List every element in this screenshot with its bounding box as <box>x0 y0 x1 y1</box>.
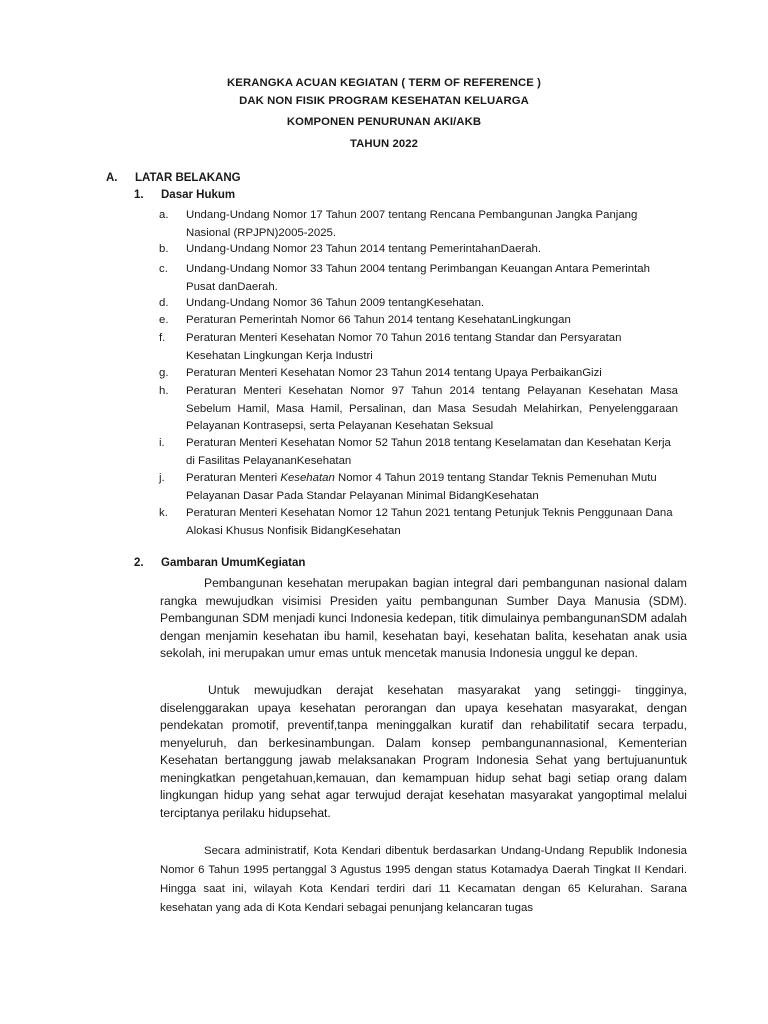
section-a-marker: A. <box>106 172 118 184</box>
paragraph: Untuk mewujudkan derajat kesehatan masyarakat yang setinggi- tingginya, diselenggarakan upaya kesehatan perorangan dan upaya kesehatan masyarakat, dengan pendekatan promotif, preventif,tanpa meninggalkan kuratif dan rehabilitatif secara terpadu, menyeluruh, dan berkesinambungan. Dalam konsep pembangunannasional, Kementerian Kesehatan bertanggung jawab melaksanakan Program Indonesia Sehat yang bertujuanuntuk meningkatkan pengetahuan,kemauan, dan kemampuan hidup sehat bagi setiap orang dalam lingkungan hidup yang sehat agar terwujud derajat kesehatan masyarakat yangoptimal melalui terciptanya perilaku hidupsehat. <box>160 683 687 820</box>
header-line-3: KOMPONEN PENURUNAN AKI/AKB <box>286 116 482 128</box>
list-item-letter: j. <box>159 472 165 484</box>
header-line-1: KERANGKA ACUAN KEGIATAN ( TERM OF REFERENCE ) <box>227 77 541 89</box>
list-item-text: Undang-Undang Nomor 23 Tahun 2014 tentang PemerintahanDaerah. <box>186 243 542 255</box>
list-item-text: Peraturan Menteri Kesehatan Nomor 97 Tahun 2014 tentang Pelayanan Kesehatan Masa Sebelum Hamil, Masa Hamil, Persalinan, dan Masa Sesudah Melahirkan, Penyelenggaraan Pelayanan Kontrasepsi, serta Pelayanan Kesehatan Seksual <box>186 385 678 432</box>
list-item-letter: b. <box>159 243 169 255</box>
list-item-letter: i. <box>159 437 165 449</box>
paragraph: Pembangunan kesehatan merupakan bagian integral dari pembangunan nasional dalam rangka mewujudkan visimisi Presiden yaitu pembangunan Sumber Daya Manusia (SDM). Pembangunan SDM menjadi kunci Indonesia kedepan, titik dimulainya pembangunanSDM adalah dengan menjamin kesehatan ibu hamil, kesehatan bayi, kesehatan balita, kesehatan anak usia sekolah, ini merupakan umur emas untuk mencetak manusia Indonesia unggul ke depan. <box>160 576 687 660</box>
subsection-2-marker: 2. <box>134 557 144 569</box>
list-item-letter: a. <box>159 209 169 221</box>
list-item-text: Peraturan Menteri Kesehatan Nomor 52 Tahun 2018 tentang Keselamatan dan Kesehatan Kerja di Fasilitas PelayananKesehatan <box>186 437 671 467</box>
list-item-letter: h. <box>159 385 169 397</box>
list-item-text: Peraturan Menteri Kesehatan Nomor 23 Tahun 2014 tentang Upaya PerbaikanGizi <box>186 367 602 379</box>
list-item-text: Peraturan Menteri Kesehatan Nomor 70 Tahun 2016 tentang Standar dan Persyaratan Kesehatan Lingkungan Kerja Industri <box>186 332 622 362</box>
list-item-text: Peraturan Pemerintah Nomor 66 Tahun 2014 tentang KesehatanLingkungan <box>186 314 571 326</box>
subsection-1-title: Dasar Hukum <box>161 189 236 201</box>
list-item-text-italic: Kesehatan <box>280 472 335 484</box>
list-item-letter: e. <box>159 314 169 326</box>
list-item-text-part: Peraturan Menteri <box>186 472 281 484</box>
list-item-text <box>186 470 678 505</box>
header-line-2: DAK NON FISIK PROGRAM KESEHATAN KELUARGA <box>239 95 529 107</box>
list-item-letter: k. <box>159 507 168 519</box>
list-item-letter: f. <box>159 332 166 344</box>
section-a-title: LATAR BELAKANG <box>135 172 241 184</box>
list-item-letter: d. <box>159 297 169 309</box>
list-item-text-part: Nomor 4 Tahun 2019 tentang Standar Teknis Pemenuhan Mutu Pelayanan Dasar Pada Standar Pelayanan Minimal BidangKesehatan <box>186 472 657 502</box>
list-item-text: Undang-Undang Nomor 33 Tahun 2004 tentang Perimbangan Keuangan Antara Pemerintah Pusat danDaerah. <box>186 263 650 293</box>
subsection-2-title: Gambaran UmumKegiatan <box>161 557 306 569</box>
list-item-text: Undang-Undang Nomor 36 Tahun 2009 tentangKesehatan. <box>186 297 485 309</box>
list-item-letter: g. <box>159 367 169 379</box>
list-item-text: Peraturan Menteri Kesehatan Nomor 12 Tahun 2021 tentang Petunjuk Teknis Penggunaan Dana Alokasi Khusus Nonfisik BidangKesehatan <box>186 507 673 537</box>
subsection-1-marker: 1. <box>134 189 144 201</box>
list-item-letter: c. <box>159 263 168 275</box>
header-line-4: TAHUN 2022 <box>350 138 418 150</box>
list-item-text: Undang-Undang Nomor 17 Tahun 2007 tentang Rencana Pembangunan Jangka Panjang Nasional (RPJPN)2005-2025. <box>186 209 638 239</box>
paragraph: Secara administratif, Kota Kendari dibentuk berdasarkan Undang-Undang Republik Indonesia Nomor 6 Tahun 1995 pertanggal 3 Agustus 1995 dengan status Kotamadya Daerah Tingkat II Kendari. Hingga saat ini, wilayah Kota Kendari terdiri dari 11 Kecamatan dengan 65 Kelurahan. Sarana kesehatan yang ada di Kota Kendari sebagai penunjang kelancaran tugas <box>160 845 687 914</box>
